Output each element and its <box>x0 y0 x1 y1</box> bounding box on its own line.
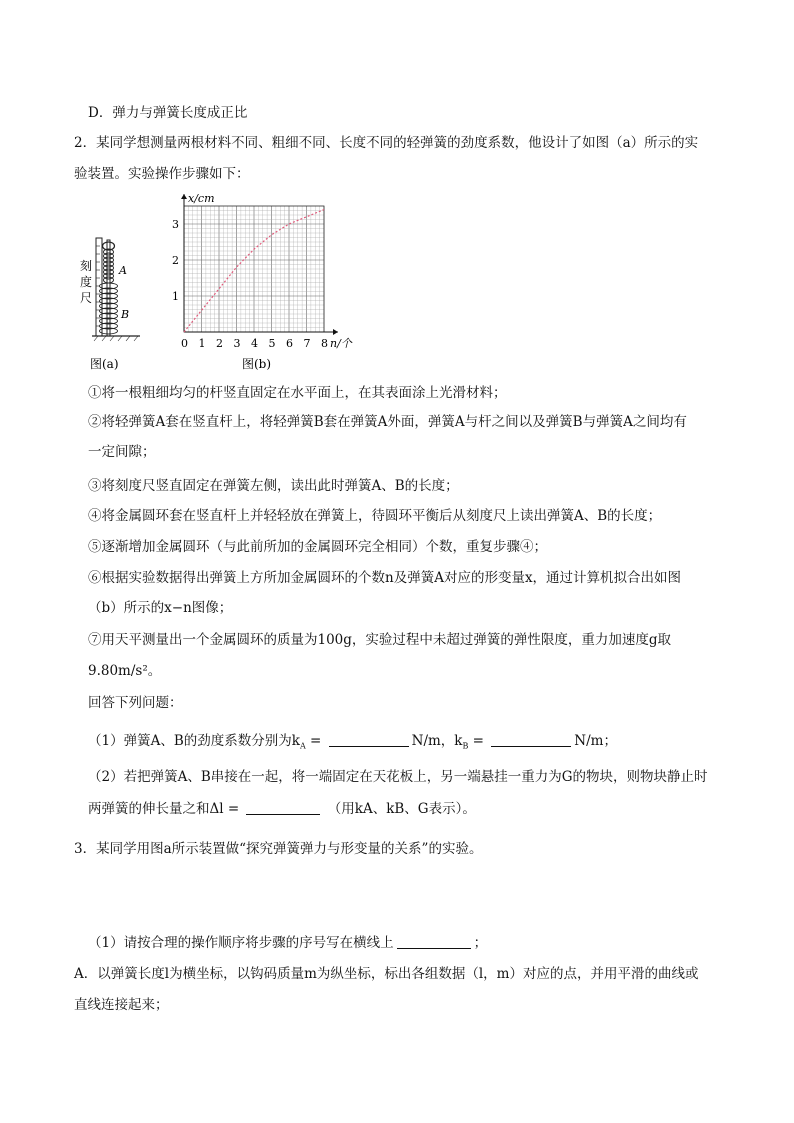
label-a: A <box>119 264 127 277</box>
option-a-line-1: A．以弹簧长度l为横坐标，以钩码质量m为纵坐标，标出各组数据（l，m）对应的点，并用平滑的曲线或 <box>74 966 699 982</box>
x-tick-label: 4 <box>251 337 258 350</box>
step-7-cont: 9.80m/s²。 <box>88 663 162 679</box>
q1-sub-a: A <box>299 741 306 751</box>
chart-grid <box>184 206 324 332</box>
answer-blank-order[interactable] <box>397 934 471 949</box>
p3q1-text: （1）请按合理的操作顺序将步骤的序号写在横线上 <box>88 935 394 951</box>
ruler <box>96 238 102 336</box>
x-tick-label: 8 <box>321 337 328 350</box>
figure-a <box>80 238 140 371</box>
ruler-label-2: 度 <box>80 275 93 289</box>
step-1: ①将一根粗细均匀的杆竖直固定在水平面上，在其表面涂上光滑材料； <box>88 385 507 401</box>
label-b: B <box>121 308 130 321</box>
question-3-part-1 <box>88 934 487 952</box>
caption-a: 图(a) <box>90 357 119 371</box>
q1-text-1: （1）弹簧A、B的劲度系数分别为k <box>88 733 300 749</box>
x-tick-label: 1 <box>198 337 206 350</box>
q2-text-1: 两弹簧的伸长量之和Δl = <box>88 801 240 817</box>
step-5: ⑤逐渐增加金属圆环（与此前所加的金属圆环完全相同）个数，重复步骤④； <box>88 539 547 555</box>
y-axis-arrow <box>181 194 187 199</box>
caption-b: 图(b) <box>242 357 272 371</box>
figure-ab <box>66 190 376 375</box>
sub-question-1: （1）弹簧A、B的劲度系数分别为$k_A = N/m$，$k_B = N/m$； <box>88 733 617 751</box>
sub-question-2-cont <box>88 800 476 818</box>
q1-sub-b: B <box>462 741 469 751</box>
step-6-cont: （b）所示的x−n图像； <box>88 600 233 616</box>
step-7: ⑦用天平测量出一个金属圆环的质量为100g，实验过程中未超过弹簧的弹性限度，重力加速度g取 <box>88 632 672 648</box>
q1-text-3: N/m； <box>574 733 617 749</box>
chart-ticks <box>172 218 328 350</box>
x-tick-label: 7 <box>303 337 311 350</box>
figure-b-chart <box>172 192 353 371</box>
step-2-cont: 一定间隙； <box>88 444 156 460</box>
y-tick-label: 1 <box>172 290 179 303</box>
question-2-intro: 2．某同学想测量两根材料不同、粗细不同、长度不同的轻弹簧的劲度系数，他设计了如图（a）所示的实 <box>74 135 699 151</box>
option-a-line-2: 直线连接起来； <box>74 997 169 1013</box>
q2-text-2: （用kA、kB、G表示）。 <box>327 801 476 817</box>
x-tick-label: 0 <box>181 337 188 350</box>
step-2: ②将轻弹簧A套在竖直杆上，将轻弹簧B套在弹簧A外面，弹簧A与杆之间以及弹簧B与弹簧A之间均有 <box>88 414 687 430</box>
x-tick-label: 3 <box>233 337 241 350</box>
y-tick-label: 3 <box>172 218 179 231</box>
ruler-label-3: 尺 <box>80 291 93 305</box>
q1-text-2: N/m，k <box>411 733 463 749</box>
x-axis-arrow <box>333 329 338 335</box>
p3q1-end: ； <box>473 935 488 951</box>
step-6: ⑥根据实验数据得出弹簧上方所加金属圆环的个数n及弹簧A对应的形变量x，通过计算机拟合出如图 <box>88 570 682 586</box>
step-4: ④将金属圆环套在竖直杆上并轻轻放在弹簧上，待圆环平衡后从刻度尺上读出弹簧A、B的长度； <box>88 508 662 524</box>
answer-heading: 回答下列问题： <box>88 695 183 711</box>
question-3-intro: 3．某同学用图a所示装置做“探究弹簧弹力与形变量的关系”的实验。 <box>74 841 483 857</box>
y-axis-label: x/cm <box>188 192 215 205</box>
x-tick-label: 2 <box>216 337 223 350</box>
answer-blank-kb[interactable] <box>491 732 571 747</box>
x-tick-label: 6 <box>286 337 293 350</box>
y-tick-label: 2 <box>172 254 179 267</box>
x-tick-label: 5 <box>268 337 276 350</box>
option-d: D．弹力与弹簧长度成正比 <box>88 105 248 121</box>
x-axis-label: n/个 <box>330 337 352 350</box>
step-3: ③将刻度尺竖直固定在弹簧左侧，读出此时弹簧A、B的长度； <box>88 478 459 494</box>
ruler-label-1: 刻 <box>80 259 93 273</box>
answer-blank-ka[interactable] <box>329 732 409 747</box>
answer-blank-dl[interactable] <box>246 800 320 815</box>
question-2-intro-cont: 验装置。实验操作步骤如下： <box>74 166 250 182</box>
sub-question-2: （2）若把弹簧A、B串接在一起，将一端固定在天花板上，另一端悬挂一重力为G的物块，则物块静止时 <box>88 769 708 785</box>
